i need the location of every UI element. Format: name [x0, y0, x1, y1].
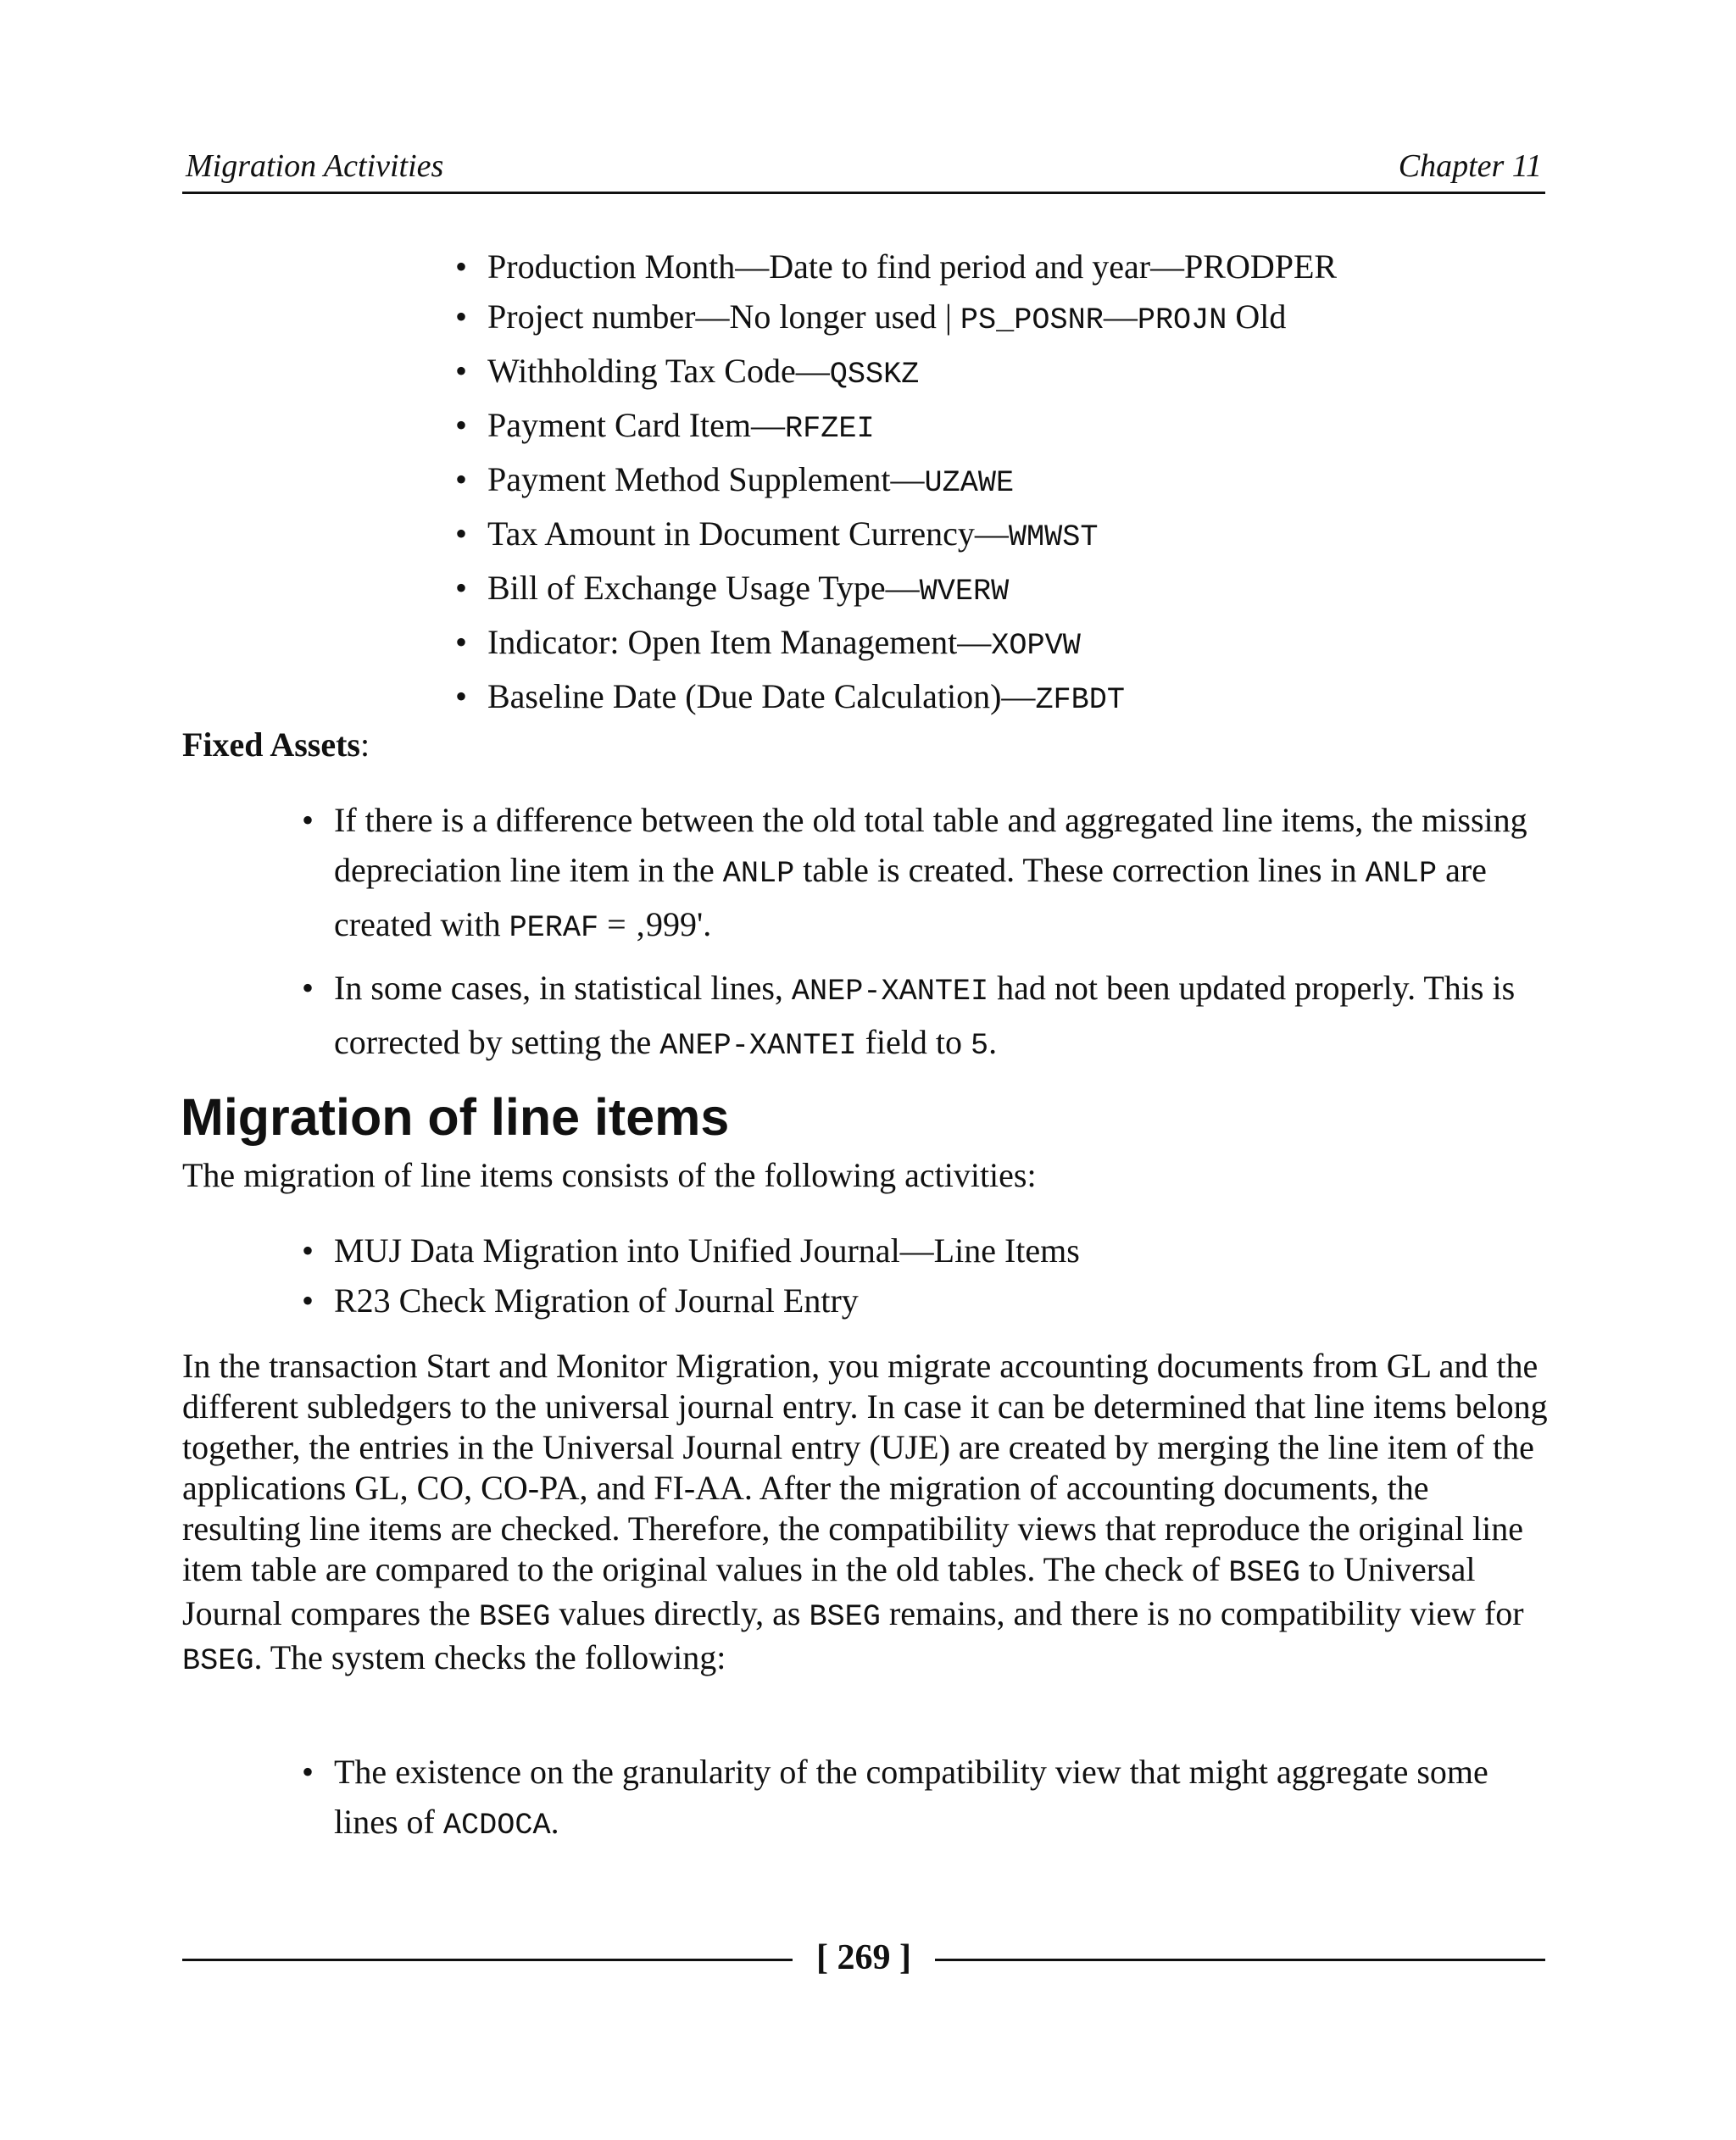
footer-rule-right [935, 1959, 1545, 1961]
list-item: • Payment Method Supplement—UZAWE [455, 454, 1540, 509]
code-term: RFZEI [785, 412, 875, 446]
code-term: PROJN [1137, 303, 1227, 337]
bullet-icon: • [455, 352, 468, 390]
bullet-icon: • [455, 569, 468, 607]
code-term: BSEG [1228, 1556, 1300, 1590]
running-header [182, 144, 1545, 194]
code-term: ANLP [1365, 857, 1438, 891]
page-footer [182, 1932, 1545, 1983]
body-paragraph: In the transaction Start and Monitor Migration, you migrate accounting documents from GL and the different subledgers to the universal journal entry. In case it can be determined that line items belong together, the entries in the Universal Journal entry (UJE) are created by merging the line item of the applications GL, CO, CO-PA, and FI-AA. After the migration of accounting documents, the resulting line items are checked. Therefore, the compatibility views that reproduce the original line item table are compared to the original values in the old tables. The check of BSEG to Universal Journal compares the BSEG values directly, as BSEG remains, and there is no compatibility view for BSEG. The system checks the following: [182, 1347, 1548, 1678]
list-item: • MUJ Data Migration into Unified Journal—Line Items [302, 1226, 1548, 1276]
checks-list [302, 1747, 1548, 1851]
code-term: ANLP [722, 857, 795, 891]
code-term: PERAF [509, 911, 599, 945]
list-item: • Project number—No longer used | PS_POSNR—PROJN Old [455, 292, 1540, 346]
code-term: BSEG [809, 1600, 881, 1634]
code-term: WMWST [1008, 520, 1099, 554]
page-number: [ 269 ] [816, 1938, 911, 1977]
list-item: • In some cases, in statistical lines, ANEP-XANTEI had not been updated properly. This is corrected by setting the ANEP-XANTEI field to 5. [302, 963, 1548, 1071]
header-section-title: Migration Activities [186, 148, 444, 184]
header-chapter: Chapter 11 [1398, 148, 1542, 184]
list-item: • R23 Check Migration of Journal Entry [302, 1276, 1548, 1326]
section-intro: The migration of line items consists of the following activities: [182, 1156, 1037, 1194]
code-term: ACDOCA [442, 1809, 551, 1843]
code-term: BSEG [478, 1600, 551, 1634]
code-term: WVERW [919, 575, 1010, 609]
bullet-icon: • [302, 969, 314, 1007]
bullet-icon: • [455, 406, 468, 444]
list-item: • Payment Card Item—RFZEI [455, 400, 1540, 454]
bullet-icon: • [302, 1281, 314, 1320]
code-term: BSEG [182, 1644, 254, 1678]
bullet-icon: • [455, 623, 468, 661]
bullet-icon: • [455, 460, 468, 498]
bullet-icon: • [302, 1231, 314, 1270]
bullet-icon: • [302, 801, 314, 839]
fixed-assets-list [302, 795, 1548, 1081]
code-term: UZAWE [924, 466, 1015, 500]
code-term: 5 [971, 1029, 989, 1063]
section-heading: Migration of line items [181, 1088, 730, 1146]
bullet-icon: • [455, 677, 468, 715]
list-item: • Bill of Exchange Usage Type—WVERW [455, 563, 1540, 617]
code-term: XOPVW [991, 629, 1081, 663]
list-item: • Production Month—Date to find period and year—PRODPER [455, 242, 1540, 292]
list-item: • Baseline Date (Due Date Calculation)—ZFBDT [455, 671, 1540, 725]
fixed-assets-label: Fixed Assets: [182, 725, 370, 764]
code-term: ANEP-XANTEI [659, 1029, 857, 1063]
bullet-icon: • [455, 514, 468, 553]
bullet-icon: • [455, 297, 468, 336]
code-term: PS_POSNR [960, 303, 1104, 337]
bullet-icon: • [455, 247, 468, 286]
code-term: QSSKZ [829, 358, 920, 392]
code-term: ANEP-XANTEI [791, 975, 989, 1009]
field-list [455, 242, 1540, 725]
list-item: • If there is a difference between the old total table and aggregated line items, the missing depreciation line item in the ANLP table is created. These correction lines in ANLP are created with PERAF = ‚999'. [302, 795, 1548, 953]
code-term: ZFBDT [1035, 683, 1126, 717]
activities-list [302, 1226, 1548, 1326]
list-item: • The existence on the granularity of the compatibility view that might aggregate some lines of ACDOCA. [302, 1747, 1548, 1851]
list-item: • Withholding Tax Code—QSSKZ [455, 346, 1540, 400]
list-item: • Tax Amount in Document Currency—WMWST [455, 509, 1540, 563]
list-item: • Indicator: Open Item Management—XOPVW [455, 617, 1540, 671]
bullet-icon: • [302, 1753, 314, 1791]
